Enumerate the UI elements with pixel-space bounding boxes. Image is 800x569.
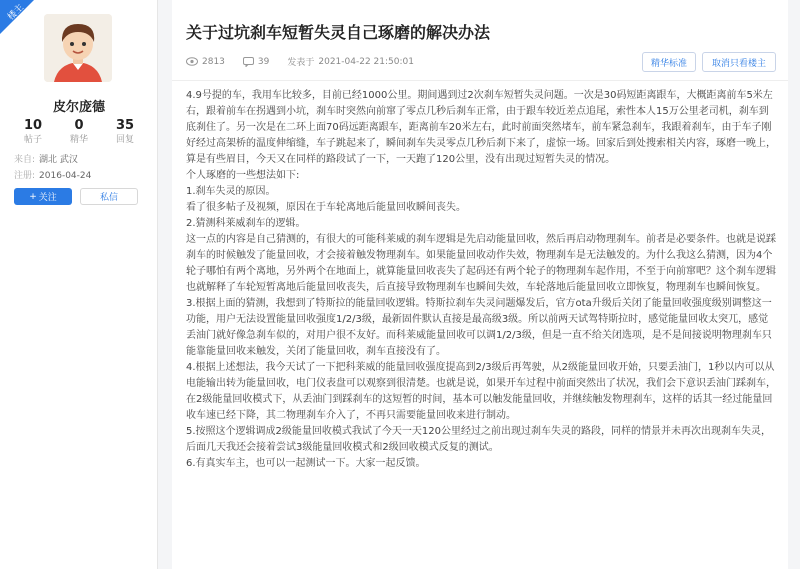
paragraph: 6.有真实车主，也可以一起测试一下。大家一起反馈。 <box>186 458 426 469</box>
avatar[interactable] <box>44 14 112 82</box>
post-meta <box>186 55 414 68</box>
flag-standard-button[interactable] <box>642 52 696 72</box>
paragraph: 2.猜测科莱威刹车的逻辑。 <box>186 218 306 229</box>
avatar-icon <box>44 14 112 82</box>
stat-featured <box>56 118 102 146</box>
post-title: 关于过坑刹车短暂失灵自己琢磨的解决办法 <box>186 23 491 42</box>
stat-replies <box>102 118 148 146</box>
paragraph: 个人琢磨的一些想法如下: <box>186 170 300 181</box>
divider <box>172 80 788 81</box>
op-badge-label: 楼主 <box>6 2 26 23</box>
paragraph: 4.根据上述想法，我今天试了一下把科莱威的能量回收强度提高到2/3级后再驾驶，从2级能量回收开始，只要丢油门，1秒以内可以从电能输出转为能量回收，电门仪表盘可以观察到很清楚。也就是说，如果开车过程中前面突然出了状况，我们会下意识丢油门踩刹车，在2级能量回收模式下，从丢油门到踩刹车的这短暂的时间，基本可以触发能量回收，并继续触发物理刹车，这样的话其一经过能量回收车速已经下降，其二物理刹车介入了，不再只需要能量回收来进行制动。 <box>186 362 776 421</box>
message-label: 私信 <box>99 193 118 203</box>
paragraph: 3.根据上面的猜测，我想到了特斯拉的能量回收逻辑。特斯拉刹车失灵问题爆发后，官方ota升级后关闭了能量回收强度级别调整这一功能，用户无法设置能量回收强度1/2/3级，最新固件默认直接是最高级3级。所以前两天试驾特斯拉时，感觉能量回收太突兀，感觉丢油门就好像急刹车似的，对用户很不友好。而科莱威能量回收可以调1/2/3级，但是一直不给关闭选项，是不是间接说明物理刹车只能靠能量回收来触发，关闭了能量回收，刹车直接没有了。 <box>186 298 772 357</box>
user-stats <box>10 118 148 146</box>
cancel-only-author-button[interactable] <box>702 52 776 72</box>
stat-posts <box>10 118 56 146</box>
registered-value: 2016-04-24 <box>39 171 92 181</box>
publish-time: 2021-04-22 21:50:01 <box>318 56 414 67</box>
eye-icon <box>186 57 198 66</box>
stat-value: 35 <box>115 118 135 133</box>
user-location <box>14 152 78 165</box>
stat-label: 帖子 <box>23 135 42 145</box>
post-main <box>172 0 788 569</box>
stat-value: 10 <box>23 118 43 133</box>
paragraph: 这一点的内容是自己猜测的，有很大的可能科莱威的刹车逻辑是先启动能量回收，然后再启动物理刹车。前者是必要条件。也就是说踩刹车的时候触发了能量回收，才会接着触发物理刹车。如果能量回收动作失效，物理刹车是无法触发的。为什么我这么猜测，因为4个轮子哪怕有两个离地，另外两个在地面上，就算能量回收丧失了起码还有两个轮子的物理刹车起作用，不至于向前窜吧？这个刹车逻辑也就解释了车轮短暂离地后能量回收丧失，后直接导致物理刹车也瞬间失效，车轮落地后能量回收立即恢复，物理刹车也瞬间恢复。 <box>186 234 776 293</box>
user-registered <box>14 168 91 181</box>
paragraph: 5.按照这个逻辑调成2级能量回收模式我试了今天一天120公里经过之前出现过刹车失灵的路段，同样的情景并未再次出现刹车失灵，后面几天我还会接着尝试3级能量回收模式和2级回收模式反复的测试。 <box>186 426 771 453</box>
stat-label: 精华 <box>69 135 88 145</box>
location-value: 湖北 武汉 <box>39 155 78 165</box>
paragraph: 4.9号提的车，我用车比较多，目前已经1000公里。期间遇到过2次刹车短暂失灵问题。一次是30码短距离跟车，大概距离前车5米左右，跟着前车在拐遇到小坑，刹车时突然向前窜了零点几秒后刹车正常，由于跟车较近差点追尾，索性本人15万公里老司机，刹车到底刹住了。另一次是在二环上面70码远距离跟车，距离前车20米左右，此时前面突然堵车，前车紧急刹车，我跟着刹车，由于车子刚好经过高架桥的温度伸缩缝，车子跳起来了，瞬间刹车失灵零点几秒后刹下来了，虚惊一场。回家后到处搜索相关内容，琢磨一晚上，算是有些眉目，今天又在同样的路段试了一下，一天跑了120公里，没有出现过短暂失灵的情况。 <box>186 90 776 165</box>
registered-label: 注册: <box>14 171 36 181</box>
message-button[interactable] <box>80 188 138 205</box>
username[interactable]: 皮尔庞德 <box>52 100 105 115</box>
cancel-only-author-label: 取消只看楼主 <box>711 58 766 69</box>
stat-label: 回复 <box>115 135 134 145</box>
stat-value: 0 <box>74 118 84 133</box>
paragraph: 1.刹车失灵的原因。 <box>186 186 276 197</box>
view-count: 2813 <box>202 56 225 67</box>
flag-standard-label: 精华标准 <box>650 58 687 69</box>
author-sidebar <box>0 0 158 569</box>
publish-label: 发表于 <box>287 58 315 68</box>
paragraph: 看了很多帖子及视频，原因在于车轮离地后能量回收瞬间丧失。 <box>186 202 466 213</box>
location-label: 来自: <box>14 155 36 165</box>
comment-icon <box>243 57 254 67</box>
post-content <box>186 88 776 472</box>
follow-button[interactable] <box>14 188 72 205</box>
comment-count: 39 <box>257 56 270 67</box>
follow-label: 关注 <box>38 193 57 203</box>
plus-icon: + <box>29 191 37 202</box>
